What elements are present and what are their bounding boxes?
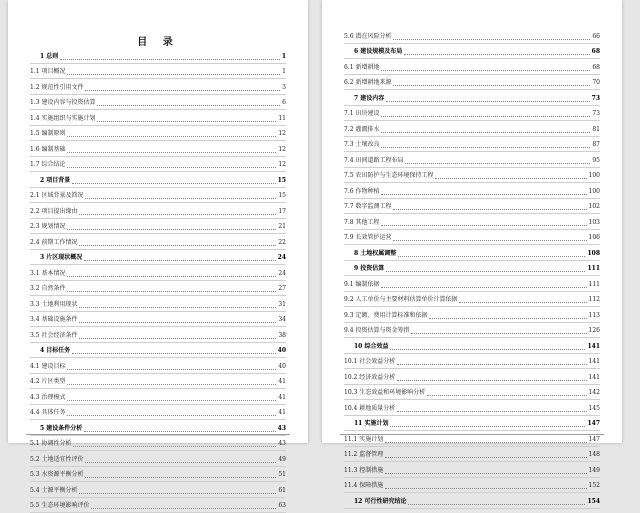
toc-entry-text: 5.1 协调性分析 [30, 440, 71, 448]
toc-page-number: 142 [589, 389, 600, 397]
toc-section-entry[interactable] [30, 296, 286, 312]
toc-dot-leader [85, 90, 280, 91]
toc-page-number: 147 [587, 420, 600, 428]
toc-dot-leader [381, 132, 590, 133]
toc-dot-leader [67, 369, 276, 370]
toc-section-entry[interactable] [30, 141, 286, 157]
toc-dot-leader [393, 85, 590, 86]
toc-page-number: 12 [278, 130, 286, 138]
toc-dot-leader [67, 152, 276, 153]
toc-dot-leader [73, 446, 276, 447]
toc-page-number: 154 [587, 498, 600, 506]
toc-page-number: 113 [589, 312, 600, 320]
toc-entry-text: 7.9 长效管护运营 [344, 234, 391, 242]
toc-entry-text: 5.5 生态环境影响评价 [30, 502, 89, 510]
toc-dot-leader [459, 302, 586, 303]
toc-page-number: 38 [278, 332, 286, 340]
toc-page-number: 112 [589, 296, 600, 304]
toc-entry-text: 2 项目背景 [30, 177, 70, 185]
toc-entry-text: 11.3 控制措施 [344, 467, 383, 475]
toc-page-number: 27 [278, 285, 286, 293]
toc-section-entry[interactable] [30, 327, 286, 343]
toc-dot-leader [393, 39, 590, 40]
toc-page-number: 34 [278, 316, 286, 324]
toc-page-number: 148 [589, 451, 600, 459]
toc-section-entry[interactable] [344, 230, 600, 246]
toc-chapter-entry[interactable] [344, 245, 600, 261]
toc-title: 目 录 [8, 33, 308, 48]
toc-section-entry[interactable] [344, 183, 600, 199]
toc-section-entry[interactable] [344, 137, 600, 153]
toc-entry-text: 4.4 具体任务 [30, 409, 65, 417]
toc-entry-text: 11 实施计划 [344, 420, 388, 428]
toc-dot-leader [381, 70, 590, 71]
toc-dot-leader [404, 54, 589, 55]
toc-entry-text: 9.4 投资估算与资金筹措 [344, 327, 409, 335]
toc-dot-leader [67, 74, 280, 75]
toc-dot-leader [67, 276, 276, 277]
toc-dot-leader [60, 59, 280, 60]
toc-entry-text: 1.1 项目概况 [30, 68, 65, 76]
toc-entry-text: 5.2 土地适宜性评价 [30, 456, 83, 464]
toc-section-entry[interactable] [30, 436, 286, 452]
toc-section-entry[interactable] [344, 292, 600, 308]
page-footer-line [26, 434, 290, 435]
toc-page-number: 15 [278, 192, 286, 200]
toc-section-entry[interactable] [30, 157, 286, 173]
toc-entry-text: 3.1 基本情况 [30, 270, 65, 278]
toc-entry-text: 1.7 综合结论 [30, 161, 65, 169]
toc-entry-text: 2.3 规划情况 [30, 223, 65, 231]
toc-entry-text: 10.2 经济效益分析 [344, 374, 395, 382]
toc-section-entry[interactable] [344, 478, 600, 494]
toc-entry-text: 10.3 生态效益和环境影响分析 [344, 389, 425, 397]
toc-entry-text: 7.6 作物种植 [344, 188, 379, 196]
toc-dot-leader [390, 349, 585, 350]
toc-entry-text: 10.4 耕地质量分析 [344, 405, 395, 413]
toc-page-number: 63 [278, 502, 286, 510]
toc-entry-text: 7 建设内容 [344, 95, 384, 103]
toc-page-number: 152 [589, 482, 600, 490]
toc-entry-text: 1.6 编制基础 [30, 146, 65, 154]
toc-section-entry[interactable] [30, 265, 286, 281]
toc-entry-text: 3.5 社会经济条件 [30, 332, 77, 340]
toc-list-left [30, 48, 286, 513]
toc-entry-text: 11.4 保障措施 [344, 482, 383, 490]
toc-page-number: 111 [587, 265, 600, 273]
toc-section-entry[interactable] [30, 95, 286, 111]
toc-section-entry[interactable] [344, 106, 600, 122]
toc-chapter-entry[interactable] [344, 338, 600, 354]
toc-entry-text: 1.2 规范性引用文件 [30, 84, 83, 92]
document-page-left [8, 0, 308, 443]
toc-dot-leader [91, 508, 276, 509]
toc-section-entry[interactable] [30, 374, 286, 390]
toc-page-number: 6 [282, 99, 286, 107]
toc-dot-leader [72, 353, 275, 354]
toc-section-entry[interactable] [30, 188, 286, 204]
toc-dot-leader [67, 291, 276, 292]
toc-section-entry[interactable] [30, 64, 286, 80]
toc-section-entry[interactable] [344, 75, 600, 91]
toc-section-entry[interactable] [30, 110, 286, 126]
toc-dot-leader [381, 287, 586, 288]
toc-entry-text: 7.3 土壤改良 [344, 141, 379, 149]
toc-page-number: 81 [592, 126, 600, 134]
toc-page-number: 15 [278, 177, 286, 185]
toc-dot-leader [381, 194, 586, 195]
toc-dot-leader [85, 198, 276, 199]
toc-page-number: 111 [589, 281, 600, 289]
page-footer-line [340, 434, 604, 435]
toc-section-entry[interactable] [30, 389, 286, 405]
toc-entry-text: 6 建设规模及布局 [344, 48, 402, 56]
toc-section-entry[interactable] [344, 400, 600, 416]
toc-dot-leader [435, 178, 586, 179]
toc-page-number: 87 [592, 141, 600, 149]
toc-dot-leader [79, 322, 276, 323]
toc-entry-text: 3 片区现状概况 [30, 254, 82, 262]
toc-page-number: 68 [592, 64, 600, 72]
document-page-right [322, 0, 622, 443]
toc-entry-text: 4.2 片区类型 [30, 378, 65, 386]
toc-dot-leader [67, 229, 276, 230]
toc-chapter-entry[interactable] [344, 493, 600, 509]
toc-dot-leader [79, 245, 276, 246]
toc-entry-text: 4 目标任务 [30, 347, 70, 355]
toc-page-number: 41 [278, 394, 286, 402]
toc-dot-leader [67, 136, 276, 137]
toc-page-number: 102 [589, 203, 600, 211]
toc-dot-leader [393, 240, 586, 241]
toc-entry-text: 6.2 新增耕地来源 [344, 79, 391, 87]
toc-page-number: 3 [282, 84, 286, 92]
toc-entry-text: 1.3 建设内容与投资估算 [30, 99, 95, 107]
toc-entry-text: 7.5 农田防护与生态环境保持工程 [344, 172, 433, 180]
toc-entry-text: 5 建设条件分析 [30, 425, 82, 433]
toc-entry-text: 2.1 区域背景及简况 [30, 192, 83, 200]
toc-page-number: 12 [278, 161, 286, 169]
toc-page-number: 24 [278, 270, 286, 278]
toc-page-number: 40 [278, 347, 286, 355]
toc-dot-leader [97, 105, 280, 106]
toc-dot-leader [397, 364, 586, 365]
toc-page-number: 103 [589, 219, 600, 227]
toc-entry-text: 5.4 土源平衡分析 [30, 487, 77, 495]
toc-chapter-entry[interactable] [30, 343, 286, 359]
toc-entry-text: 1.5 编制原则 [30, 130, 65, 138]
toc-chapter-entry[interactable] [344, 261, 600, 277]
toc-chapter-entry[interactable] [30, 250, 286, 266]
toc-section-entry[interactable] [344, 28, 600, 44]
toc-section-entry[interactable] [30, 358, 286, 374]
toc-chapter-entry[interactable] [344, 90, 600, 106]
toc-section-entry[interactable] [344, 152, 600, 168]
toc-section-entry[interactable] [344, 276, 600, 292]
toc-dot-leader [67, 167, 276, 168]
toc-dot-leader [390, 426, 585, 427]
toc-page-number: 149 [589, 467, 600, 475]
toc-section-entry[interactable] [344, 214, 600, 230]
toc-chapter-entry[interactable] [30, 48, 286, 64]
toc-page-number: 68 [592, 48, 600, 56]
toc-section-entry[interactable] [30, 79, 286, 95]
toc-entry-text: 2.2 项目提出缘由 [30, 208, 77, 216]
toc-section-entry[interactable] [344, 354, 600, 370]
toc-dot-leader [429, 318, 586, 319]
toc-entry-text: 9.1 编制依据 [344, 281, 379, 289]
toc-entry-text: 1.4 实施组织与实施计划 [30, 115, 95, 123]
toc-entry-text: 4.3 治理模式 [30, 394, 65, 402]
toc-dot-leader [393, 209, 586, 210]
toc-entry-text: 2.4 前期工作情况 [30, 239, 77, 247]
toc-section-entry[interactable] [30, 281, 286, 297]
toc-section-entry[interactable] [30, 405, 286, 421]
toc-entry-text: 3.4 基础设施条件 [30, 316, 77, 324]
toc-section-entry[interactable] [344, 369, 600, 385]
toc-page-number: 24 [278, 254, 286, 262]
toc-section-entry[interactable] [344, 307, 600, 323]
toc-chapter-entry[interactable] [344, 416, 600, 432]
toc-entry-text: 3.2 自然条件 [30, 285, 65, 293]
toc-dot-leader [411, 333, 586, 334]
toc-dot-leader [67, 415, 276, 416]
toc-dot-leader [67, 400, 276, 401]
toc-entry-text: 11.1 实施计划 [344, 436, 383, 444]
toc-page-number: 145 [589, 405, 600, 413]
toc-page-number: 1 [282, 53, 286, 61]
toc-dot-leader [381, 225, 586, 226]
toc-dot-leader [79, 214, 276, 215]
toc-page-number: 95 [592, 157, 600, 165]
toc-section-entry[interactable] [30, 234, 286, 250]
toc-dot-leader [84, 431, 275, 432]
toc-page-number: 1 [282, 68, 286, 76]
toc-dot-leader [72, 183, 275, 184]
toc-page-number: 31 [278, 301, 286, 309]
toc-section-entry[interactable] [344, 59, 600, 75]
toc-dot-leader [385, 473, 586, 474]
toc-section-entry[interactable] [30, 467, 286, 483]
toc-entry-text: 10.1 社会效益分析 [344, 358, 395, 366]
toc-page-number: 147 [589, 436, 600, 444]
toc-chapter-entry[interactable] [30, 172, 286, 188]
toc-dot-leader [385, 442, 586, 443]
toc-section-entry[interactable] [30, 203, 286, 219]
toc-page-number: 126 [589, 327, 600, 335]
toc-dot-leader [79, 338, 276, 339]
toc-page-number: 41 [278, 378, 286, 386]
toc-dot-leader [397, 380, 586, 381]
toc-entry-text: 8 土地权属调整 [344, 250, 396, 258]
toc-dot-leader [84, 260, 275, 261]
toc-section-entry[interactable] [344, 121, 600, 137]
toc-section-entry[interactable] [344, 323, 600, 339]
toc-section-entry[interactable] [344, 462, 600, 478]
toc-entry-text: 7.4 田间道路工程布局 [344, 157, 403, 165]
toc-entry-text: 9.2 人工单价与主要材料估算单价计算依据 [344, 296, 457, 304]
toc-page-number: 66 [592, 33, 600, 41]
toc-entry-text: 5.3 水资源平衡分析 [30, 471, 83, 479]
toc-page-number: 43 [278, 425, 286, 433]
toc-page-number: 73 [592, 95, 600, 103]
toc-entry-text: 9 投资估算 [344, 265, 384, 273]
toc-page-number: 43 [278, 440, 286, 448]
toc-page-number: 40 [278, 363, 286, 371]
toc-page-number: 51 [278, 471, 286, 479]
toc-dot-leader [385, 457, 586, 458]
toc-page-number: 11 [278, 115, 286, 123]
toc-dot-leader [398, 256, 585, 257]
toc-dot-leader [79, 493, 276, 494]
toc-page-number: 108 [587, 250, 600, 258]
toc-dot-leader [381, 147, 590, 148]
toc-dot-leader [385, 488, 586, 489]
toc-dot-leader [405, 163, 590, 164]
toc-entry-text: 12 可行性研究结论 [344, 498, 406, 506]
toc-section-entry[interactable] [30, 498, 286, 513]
toc-page-number: 141 [589, 358, 600, 366]
toc-dot-leader [427, 395, 586, 396]
toc-dot-leader [381, 116, 590, 117]
toc-entry-text: 1 总则 [30, 53, 58, 61]
toc-list-right [344, 28, 600, 509]
toc-page-number: 106 [589, 234, 600, 242]
toc-page-number: 141 [587, 343, 600, 351]
toc-page-number: 22 [278, 239, 286, 247]
toc-entry-text: 7.8 其他工程 [344, 219, 379, 227]
toc-page-number: 70 [592, 79, 600, 87]
toc-entry-text: 11.2 监督管理 [344, 451, 383, 459]
toc-page-number: 73 [592, 110, 600, 118]
toc-section-entry[interactable] [30, 451, 286, 467]
toc-dot-leader [97, 121, 276, 122]
toc-page-number: 100 [589, 188, 600, 196]
toc-section-entry[interactable] [30, 482, 286, 498]
toc-section-entry[interactable] [344, 168, 600, 184]
toc-page-number: 41 [278, 409, 286, 417]
toc-section-entry[interactable] [30, 219, 286, 235]
toc-chapter-entry[interactable] [344, 44, 600, 60]
toc-entry-text: 3.3 土地利用现状 [30, 301, 77, 309]
toc-page-number: 100 [589, 172, 600, 180]
toc-dot-leader [85, 462, 276, 463]
toc-dot-leader [386, 271, 585, 272]
toc-dot-leader [386, 101, 589, 102]
toc-page-number: 12 [278, 146, 286, 154]
toc-section-entry[interactable] [344, 447, 600, 463]
toc-page-number: 49 [278, 456, 286, 464]
toc-entry-text: 7.7 数字监测工程 [344, 203, 391, 211]
toc-dot-leader [397, 411, 586, 412]
toc-entry-text: 9.3 定额、费用计算标准和依据 [344, 312, 427, 320]
toc-dot-leader [408, 504, 585, 505]
toc-entry-text: 6.1 新增耕地 [344, 64, 379, 72]
toc-section-entry[interactable] [30, 312, 286, 328]
toc-entry-text: 10 综合效益 [344, 343, 388, 351]
toc-dot-leader [67, 384, 276, 385]
toc-page-number: 61 [278, 487, 286, 495]
toc-section-entry[interactable] [344, 199, 600, 215]
toc-section-entry[interactable] [344, 385, 600, 401]
toc-entry-text: 5.6 潜在风险分析 [344, 33, 391, 41]
toc-section-entry[interactable] [30, 126, 286, 142]
toc-page-number: 17 [278, 208, 286, 216]
toc-dot-leader [85, 477, 276, 478]
toc-page-number: 141 [589, 374, 600, 382]
toc-entry-text: 4.1 建设目标 [30, 363, 65, 371]
toc-page-number: 21 [278, 223, 286, 231]
toc-entry-text: 7.1 田块建设 [344, 110, 379, 118]
toc-entry-text: 7.2 灌溉排水 [344, 126, 379, 134]
toc-dot-leader [79, 307, 276, 308]
